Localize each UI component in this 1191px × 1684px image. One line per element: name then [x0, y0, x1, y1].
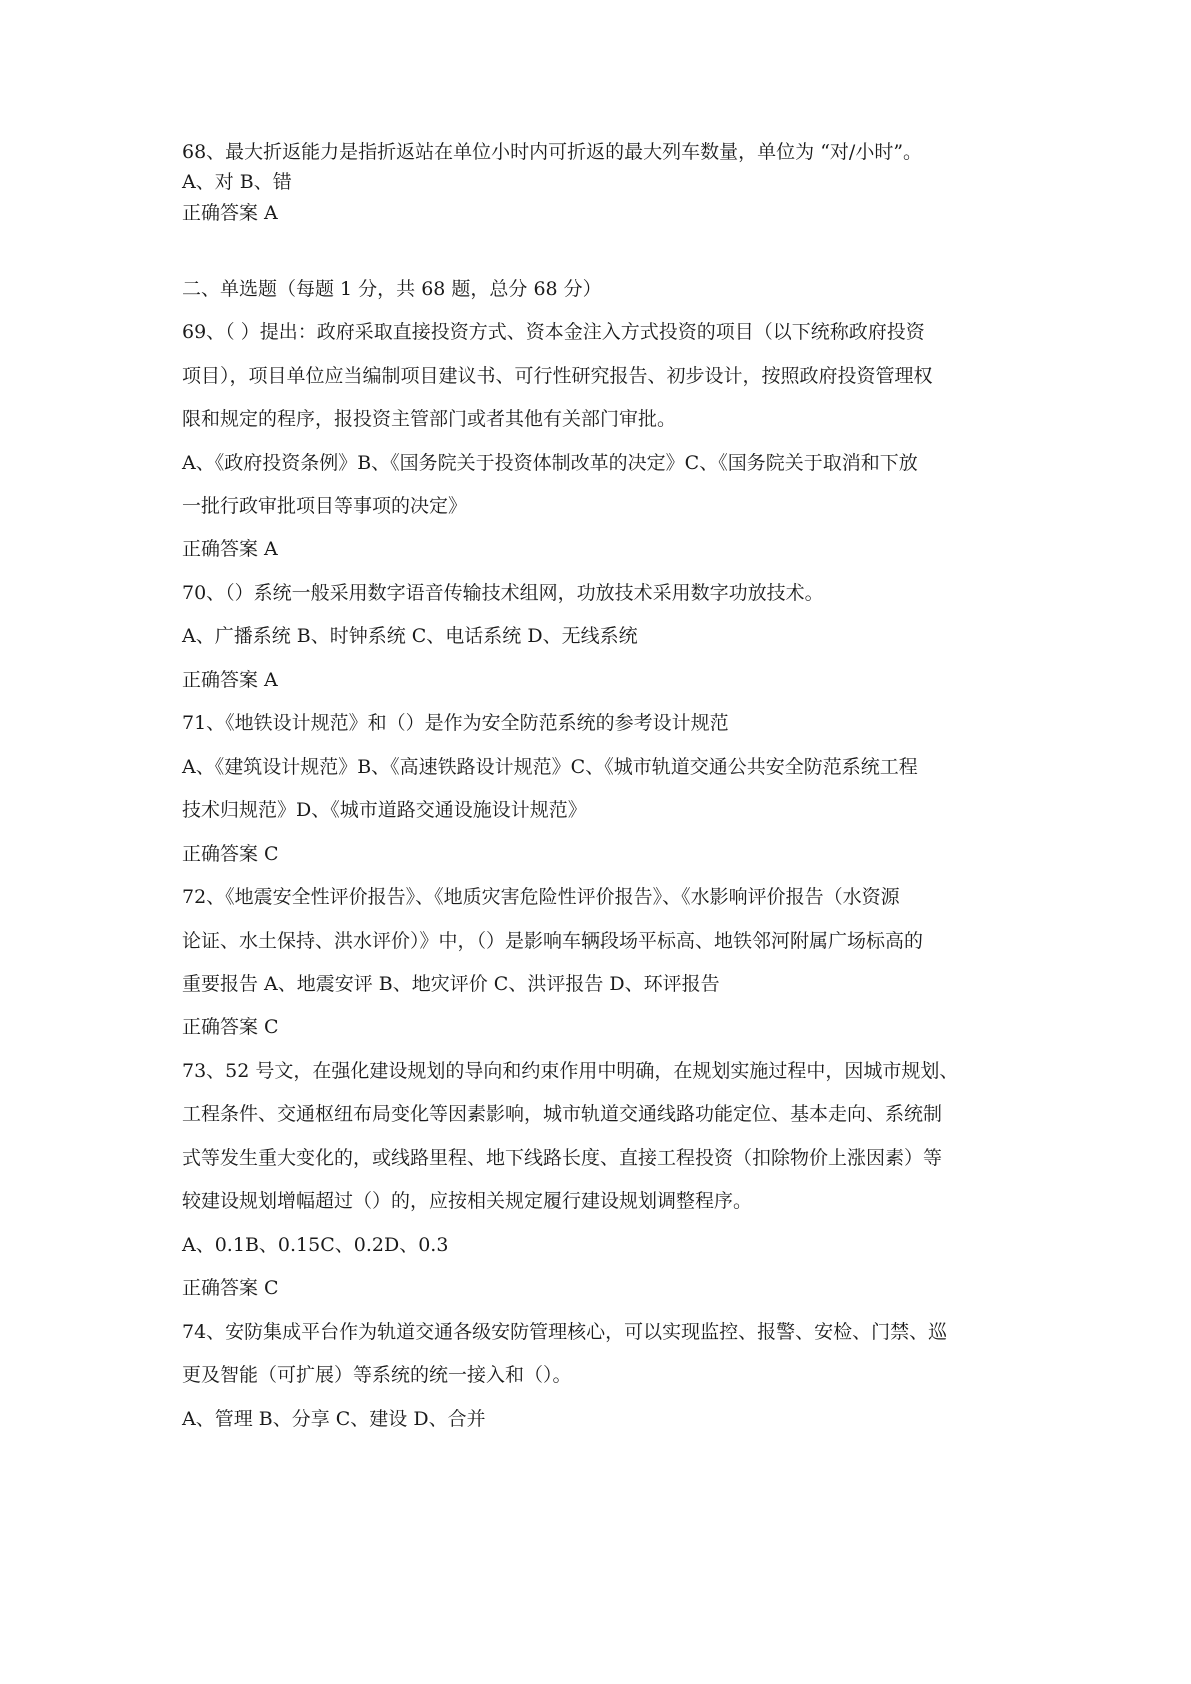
q69-question-line-2: 项目），项目单位应当编制项目建议书、可行性研究报告、初步设计，按照政府投资管理权	[182, 365, 933, 387]
q72-question-line-3: 重要报告 A、地震安评 B、地灾评价 C、洪评报告 D、环评报告	[182, 973, 720, 995]
q69-question-line-3: 限和规定的程序，报投资主管部门或者其他有关部门审批。	[182, 408, 677, 430]
q70-options: A、广播系统 B、时钟系统 C、电话系统 D、无线系统	[182, 625, 638, 647]
section-title: 二、单选题（每题 1 分，共 68 题，总分 68 分）	[182, 278, 602, 300]
q71-options-line-2: 技术归规范》D、《城市道路交通设施设计规范》	[182, 799, 587, 821]
q71-answer: 正确答案 C	[182, 843, 279, 865]
q73-question-line-1: 73、52 号文，在强化建设规划的导向和约束作用中明确，在规划实施过程中，因城市规划、	[182, 1060, 959, 1082]
q73-answer: 正确答案 C	[182, 1277, 279, 1299]
q69-question-line-1: 69、（ ）提出：政府采取直接投资方式、资本金注入方式投资的项目（以下统称政府投资	[182, 321, 925, 343]
q68-options: A、对 B、错	[182, 171, 292, 193]
q74-question-line-1: 74、安防集成平台作为轨道交通各级安防管理核心，可以实现监控、报警、安检、门禁、巡	[182, 1321, 948, 1343]
q70-answer: 正确答案 A	[182, 669, 278, 691]
q71-question: 71、《地铁设计规范》和（）是作为安全防范系统的参考设计规范	[182, 712, 729, 734]
q68-answer: 正确答案 A	[182, 202, 278, 224]
q69-options-line-2: 一批行政审批项目等事项的决定》	[182, 495, 468, 517]
q72-question-line-1: 72、《地震安全性评价报告》、《地质灾害危险性评价报告》、《水影响评价报告（水资源	[182, 886, 900, 908]
q72-question-line-2: 论证、水土保持、洪水评价）》中，（）是影响车辆段场平标高、地铁邻河附属广场标高的	[182, 930, 924, 952]
q71-options-line-1: A、《建筑设计规范》B、《高速铁路设计规范》C、《城市轨道交通公共安全防范系统工程	[182, 756, 918, 778]
q73-question-line-2: 工程条件、交通枢纽布局变化等因素影响，城市轨道交通线路功能定位、基本走向、系统制	[182, 1103, 943, 1125]
q73-options: A、0.1B、0.15C、0.2D、0.3	[182, 1234, 449, 1256]
q74-options: A、管理 B、分享 C、建设 D、合并	[182, 1408, 486, 1430]
q69-options-line-1: A、《政府投资条例》B、《国务院关于投资体制改革的决定》C、《国务院关于取消和下放	[182, 452, 918, 474]
q70-question: 70、（）系统一般采用数字语音传输技术组网，功放技术采用数字功放技术。	[182, 582, 824, 604]
q73-question-line-3: 式等发生重大变化的，或线路里程、地下线路长度、直接工程投资（扣除物价上涨因素）等	[182, 1147, 943, 1169]
q68-question: 68、最大折返能力是指折返站在单位小时内可折返的最大列车数量，单位为 “对/小时”。	[182, 141, 923, 163]
q73-question-line-4: 较建设规划增幅超过（）的，应按相关规定履行建设规划调整程序。	[182, 1190, 753, 1212]
q74-question-line-2: 更及智能（可扩展）等系统的统一接入和（）。	[182, 1364, 572, 1386]
q69-answer: 正确答案 A	[182, 538, 278, 560]
q72-answer: 正确答案 C	[182, 1016, 279, 1038]
